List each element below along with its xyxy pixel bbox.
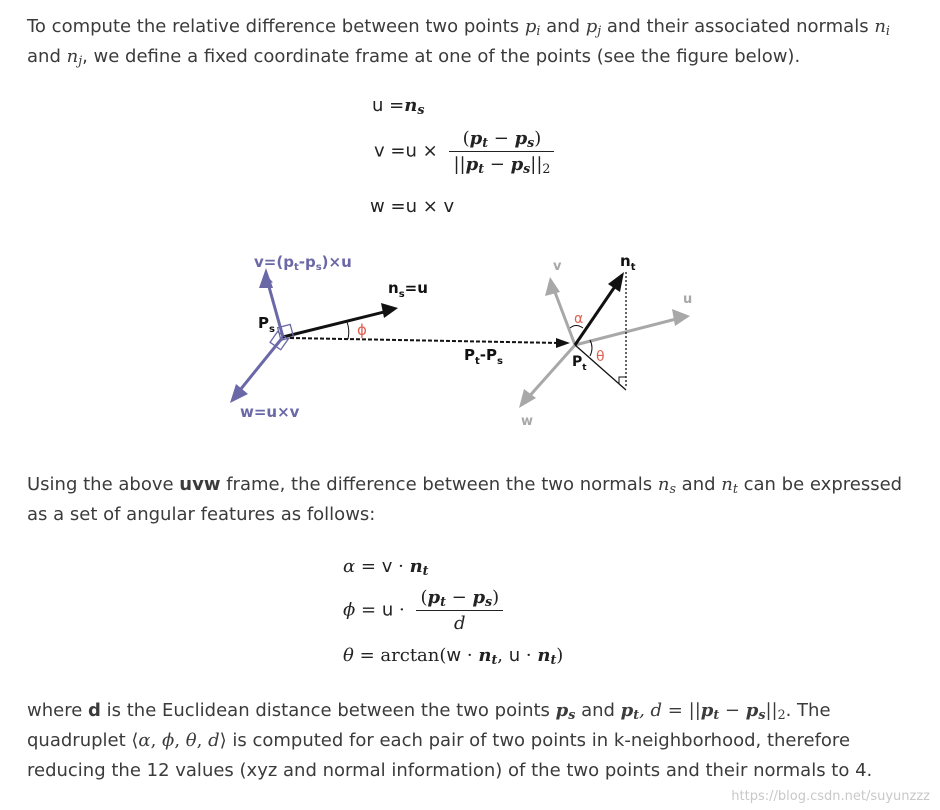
equation-theta: $\theta = \arctan(w \cdot n_t$, $u \cdot n_t$) — [343, 645, 564, 667]
w-axis-right — [526, 345, 575, 400]
math-ni: $n_i$ — [874, 16, 890, 38]
label-v-definition: $v=(p_t-p_s)\times u$ — [254, 253, 352, 273]
closing-paragraph: where d is the Euclidean distance between the two points $p_s$ and $p_t$, $d = ||p_t - p_s||_2$. The quadruplet ⟨α, ϕ, θ, d⟩ is computed for each pair of two points in k-neighborhood, therefore reducing the 12 values (xyz and normal information) of the two points and their normals to 4. — [27, 700, 873, 781]
label-theta: θ — [596, 349, 605, 365]
fraction-phi: $\frac{(p_t - p_s)}{d}$ — [416, 587, 503, 634]
intro-text-5: , we define a fixed coordinate frame at one of the points (see the figure below). — [82, 46, 801, 67]
label-ns-u: $n_s=u$ — [388, 279, 428, 300]
equation-v: v =u × $\frac{(p_t - p_s)}{||p_t - p_s||_2}$ — [374, 128, 554, 175]
label-w-right: w — [521, 414, 534, 429]
intro-text-4: and — [27, 46, 67, 67]
quadruplet: ⟨α, ϕ, θ, d⟩ — [131, 730, 227, 751]
label-pt-minus-ps: $P_t-P_s$ — [464, 346, 503, 367]
label-v-right: v — [553, 259, 562, 274]
label-u-right: u — [683, 292, 693, 307]
equation-phi: ϕ = u · $\frac{(p_t - p_s)}{d}$ — [343, 587, 503, 634]
pt-ps-dashed — [290, 338, 560, 343]
math-ps: $p_s$ — [555, 700, 576, 722]
equation-u: $u =n_s$ — [372, 95, 425, 117]
math-ns: $n_s$ — [657, 474, 676, 496]
watermark: https://blog.csdn.net/suyunzzz — [731, 789, 930, 804]
math-nj: $n_j$ — [66, 46, 83, 68]
fraction-v: $\frac{(p_t - p_s)}{||p_t - p_s||_2}$ — [449, 128, 554, 175]
intro-text-2: and — [540, 16, 586, 37]
ns-arrow — [283, 311, 388, 337]
equation-w: w =u × v — [370, 196, 455, 217]
d-bold: d — [88, 700, 101, 721]
middle-paragraph: Using the above uvw frame, the difference between the two normals $n_s$ and $n_t$ can be expressed as a set of angular features as follows: — [27, 474, 903, 525]
equation-alpha: $\alpha = v \cdot n_t$ — [343, 556, 429, 578]
math-pi: $p_i$ — [524, 16, 541, 38]
intro-text-1: To compute the relative difference between two points — [27, 16, 525, 37]
label-ps: $P_s$ — [258, 314, 275, 335]
label-nt: $n_t$ — [620, 252, 636, 273]
label-w-definition: w=u×v — [240, 403, 300, 421]
math-nt: $n_t$ — [721, 474, 738, 496]
v-axis-right — [553, 287, 575, 345]
uvw-bold: uvw — [179, 474, 221, 495]
label-alpha: α — [574, 311, 584, 327]
math-pt: $p_t$ — [620, 700, 640, 722]
label-pt: $P_t$ — [572, 354, 587, 373]
math-pj: $p_j$ — [585, 16, 602, 38]
intro-text-3: and their associated normals — [601, 16, 875, 37]
phi-arc — [347, 322, 349, 339]
label-phi: ϕ — [357, 321, 367, 339]
